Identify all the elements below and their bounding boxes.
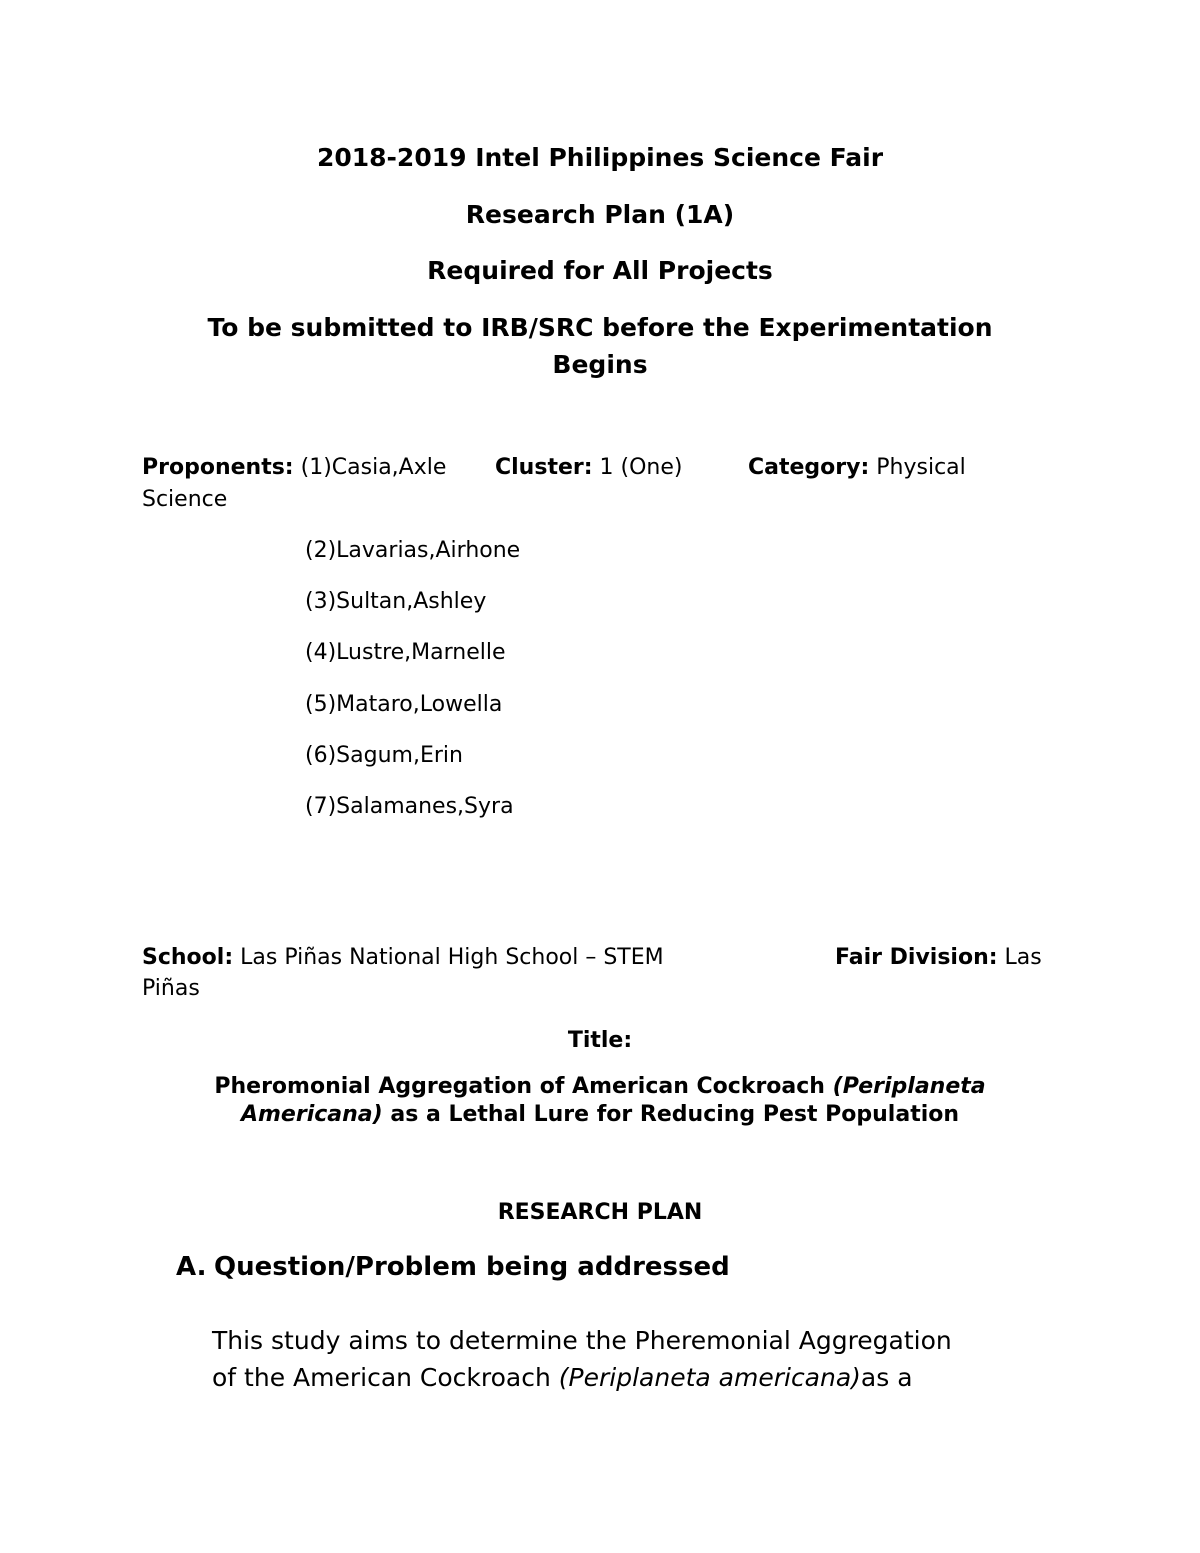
school-field (142, 942, 664, 974)
project-title-text-cont: as a Lethal Lure for Reducing Pest Population (382, 1102, 960, 1127)
submission-note-line2: Begins (552, 350, 648, 379)
project-title-species: (Periplaneta (832, 1074, 986, 1099)
project-title-species-cont: Americana) (240, 1102, 383, 1127)
research-plan-heading: RESEARCH PLAN (497, 1200, 703, 1225)
project-title-text: Pheromonial Aggregation of American Cockroach (214, 1074, 833, 1099)
form-title: Research Plan (1A) (465, 200, 735, 229)
category-label: Category: (748, 455, 870, 480)
paragraph-text-cont: as a (860, 1363, 913, 1392)
fair-title: 2018-2019 Intel Philippines Science Fair (316, 143, 884, 172)
proponent-4: (4)Lustre,Marnelle (305, 640, 506, 665)
title-label: Title: (567, 1028, 633, 1053)
cluster-label: Cluster: (495, 455, 593, 480)
paragraph-line2 (212, 1359, 1112, 1396)
proponents-row (142, 452, 446, 484)
proponents-label: Proponents: (142, 455, 294, 480)
proponent-6: (6)Sagum,Erin (305, 743, 463, 768)
fair-division-field (835, 942, 1042, 974)
proponent-1: (1)Casia,Axle (300, 455, 447, 480)
submission-note-line1: To be submitted to IRB/SRC before the Experimentation (207, 313, 993, 342)
project-title-line1 (100, 1073, 1100, 1101)
proponent-5: (5)Mataro,Lowella (305, 692, 503, 717)
proponent-3: (3)Sultan,Ashley (305, 589, 487, 614)
paragraph-species: (Periplaneta americana) (558, 1363, 861, 1392)
proponent-7: (7)Salamanes,Syra (305, 794, 514, 819)
category-value-wrap: Science (142, 487, 228, 512)
paragraph-text: of the American Cockroach (212, 1363, 559, 1392)
category-field (748, 452, 966, 484)
section-a-title: Question/Problem being addressed (214, 1252, 730, 1282)
school-label: School: (142, 945, 234, 970)
requirement-note: Required for All Projects (427, 256, 773, 285)
section-a-heading (176, 1249, 730, 1285)
fair-division-value-wrap: Piñas (142, 976, 200, 1001)
cluster-value: 1 (One) (599, 455, 683, 480)
fair-division-label: Fair Division: (835, 945, 998, 970)
proponent-2: (2)Lavarias,Airhone (305, 538, 521, 563)
project-title-line2 (100, 1101, 1100, 1129)
paragraph-line1: This study aims to determine the Pheremonial Aggregation (212, 1326, 952, 1355)
category-value: Physical (876, 455, 966, 480)
fair-division-value: Las (1004, 945, 1042, 970)
section-a-letter: A. (176, 1252, 207, 1282)
school-value: Las Piñas National High School – STEM (240, 945, 664, 970)
cluster-field (495, 452, 682, 484)
